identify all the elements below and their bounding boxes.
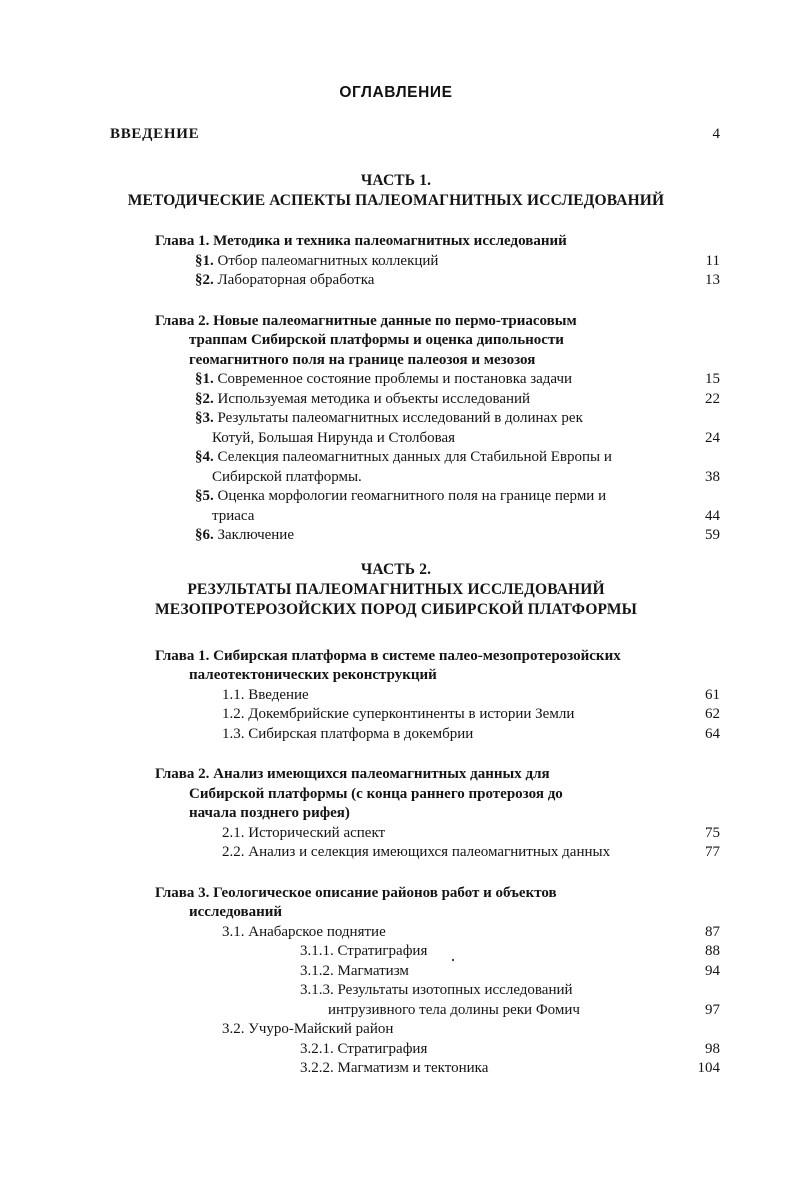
toc-entry-page: 44 — [705, 507, 720, 524]
toc-entry-page: 87 — [705, 923, 720, 940]
toc-entry-page: 11 — [705, 252, 720, 269]
chapter-heading-line-1: Глава 2. Новые палеомагнитные данные по пермо-триасовым — [155, 312, 577, 329]
section-text: Лабораторная обработка — [217, 272, 375, 288]
subsection-text: Исторический аспект — [248, 824, 386, 841]
part-title-line-2: МЕЗОПРОТЕРОЗОЙСКИХ ПОРОД СИБИРСКОЙ ПЛАТФОРМЫ — [154, 600, 638, 618]
toc-entry-p2c1-1[interactable] — [0, 686, 792, 706]
toc-entry-p2c1-3[interactable] — [0, 725, 792, 745]
chapter-heading-line-2: палеотектонических реконструкций — [189, 667, 437, 683]
toc-entry-p2c3-1[interactable] — [0, 923, 792, 943]
chapter-heading-line-3: начала позднего рифея) — [189, 805, 350, 821]
part-heading-1 — [0, 171, 792, 211]
part-number: ЧАСТЬ 2. — [360, 560, 432, 578]
subsubsection-number: 3.2.2. — [300, 1060, 334, 1076]
section-text: Селекция палеомагнитных данных для Стабильной Европы и — [217, 449, 612, 465]
section-text-cont: Котуй, Большая Нирунда и Столбовая — [212, 429, 456, 446]
subsection-text: Введение — [248, 686, 309, 703]
chapter-heading: Глава 1. Методика и техника палеомагнитных исследований — [155, 233, 567, 249]
section-number: §2. — [195, 272, 214, 288]
part-title-line-1: РЕЗУЛЬТАТЫ ПАЛЕОМАГНИТНЫХ ИССЛЕДОВАНИЙ — [187, 580, 605, 598]
section-number: §5. — [195, 488, 214, 504]
toc-chapter-1-1[interactable] — [0, 232, 792, 252]
section-text: Современное состояние проблемы и постановка задачи — [217, 371, 573, 387]
toc-entry-page: 77 — [705, 844, 720, 860]
section-text: Заключение — [217, 527, 294, 543]
toc-entry-p1c1-s2[interactable] — [0, 271, 792, 291]
section-text: Результаты палеомагнитных исследований в долинах рек — [217, 410, 583, 426]
toc-entry-p1c1-s1[interactable] — [0, 252, 792, 272]
part-heading-2 — [0, 560, 792, 620]
toc-entry-page: 4 — [712, 126, 720, 142]
section-text-cont: Сибирской платформы. — [212, 468, 362, 485]
subsubsection-text: Магматизм — [337, 962, 409, 979]
toc-entry-label: ВВЕДЕНИЕ — [110, 126, 200, 142]
chapter-heading-line-3: геомагнитного поля на границе палеозоя и мезозоя — [189, 351, 536, 368]
chapter-heading-line-1: Глава 3. Геологическое описание районов работ и объектов — [155, 884, 557, 901]
section-text: Используемая методика и объекты исследований — [217, 390, 531, 407]
toc-entry-introduction[interactable] — [0, 125, 792, 144]
spacer — [0, 144, 792, 171]
toc-entry-p2c2-2[interactable] — [0, 843, 792, 863]
section-number: §1. — [195, 252, 214, 269]
section-number: §1. — [195, 371, 214, 387]
toc-entry-p1c2-s4[interactable] — [0, 448, 792, 487]
table-of-contents — [0, 125, 792, 1079]
toc-entry-p2c1-2[interactable] — [0, 705, 792, 725]
toc-entry-page: 61 — [705, 686, 720, 703]
toc-entry-p2c3-1-2[interactable] — [0, 962, 792, 982]
subsection-number: 3.2. — [222, 1021, 245, 1037]
subsubsection-text: Магматизм и тектоника — [337, 1060, 489, 1076]
toc-entry-page: 97 — [705, 1001, 720, 1018]
subsubsection-number: 3.2.1. — [300, 1040, 334, 1057]
subsection-number: 3.1. — [222, 923, 245, 940]
subsubsection-number: 3.1.1. — [300, 943, 334, 959]
toc-entry-page: 94 — [705, 962, 720, 979]
subsection-text: Учуро-Майский район — [248, 1021, 394, 1037]
spacer — [0, 546, 792, 560]
toc-entry-page: 104 — [697, 1060, 720, 1076]
subsection-text: Анабарское поднятие — [248, 923, 386, 940]
part-title: МЕТОДИЧЕСКИЕ АСПЕКТЫ ПАЛЕОМАГНИТНЫХ ИССЛЕДОВАНИЙ — [127, 192, 665, 209]
section-number: §4. — [195, 449, 214, 465]
subsection-text: Докембрийские суперконтиненты в истории Земли — [248, 706, 575, 722]
subsubsection-text: Стратиграфия — [337, 943, 428, 959]
page-title: ОГЛАВЛЕНИЕ — [339, 84, 453, 101]
chapter-heading — [155, 884, 712, 923]
toc-entry-p2c2-1[interactable] — [0, 824, 792, 844]
toc-entry-p1c2-s6[interactable] — [0, 526, 792, 546]
spacer — [0, 291, 792, 312]
subsubsection-number: 3.1.2. — [300, 962, 334, 979]
toc-entry-page: 88 — [705, 943, 720, 959]
chapter-heading — [155, 765, 712, 824]
subsection-label — [222, 1020, 792, 1040]
subsection-number: 2.1. — [222, 824, 245, 841]
subsubsection-text-cont: интрузивного тела долины реки Фомич — [328, 1001, 580, 1018]
chapter-heading — [155, 647, 712, 686]
subsection-number: 1.2. — [222, 706, 245, 722]
chapter-heading — [155, 312, 712, 371]
toc-entry-page: 62 — [705, 706, 720, 722]
subsection-number: 1.3. — [222, 725, 245, 742]
toc-entry-p1c2-s3[interactable] — [0, 409, 792, 448]
toc-entry-page: 15 — [705, 371, 720, 387]
chapter-heading-line-1: Глава 2. Анализ имеющихся палеомагнитных данных для — [155, 766, 550, 782]
toc-entry-p1c2-s1[interactable] — [0, 370, 792, 390]
subsection-text: Анализ и селекция имеющихся палеомагнитных данных — [248, 844, 611, 860]
chapter-heading-line-1: Глава 1. Сибирская платформа в системе палео-мезопротерозойских — [155, 647, 621, 664]
toc-entry-page: 64 — [705, 725, 720, 742]
toc-entry-p2c3-1-1[interactable] — [0, 942, 792, 962]
chapter-heading-line-2: Сибирской платформы (с конца раннего протерозоя до — [189, 785, 563, 802]
section-number: §2. — [195, 390, 214, 407]
subsubsection-text: Стратиграфия — [337, 1040, 428, 1057]
subsubsection-number: 3.1.3. — [300, 982, 334, 998]
section-number: §6. — [195, 527, 214, 543]
toc-chapter-1-2[interactable] — [0, 312, 792, 371]
scan-speck — [452, 959, 454, 961]
toc-entry-p2c3-2-1[interactable] — [0, 1040, 792, 1060]
spacer — [0, 620, 792, 647]
spacer — [0, 863, 792, 884]
toc-entry-page: 24 — [705, 429, 720, 446]
section-text: Отбор палеомагнитных коллекций — [217, 252, 439, 269]
toc-entry-page: 22 — [705, 390, 720, 407]
toc-entry-p2c3-2[interactable] — [0, 1020, 792, 1040]
subsubsection-text: Результаты изотопных исследований — [337, 982, 573, 998]
toc-entry-p1c2-s2[interactable] — [0, 390, 792, 410]
subsection-number: 1.1. — [222, 686, 245, 703]
toc-entry-page: 59 — [705, 527, 720, 543]
toc-chapter-2-3[interactable] — [0, 884, 792, 923]
section-text-cont: триаса — [212, 507, 255, 524]
toc-chapter-2-1[interactable] — [0, 647, 792, 686]
toc-entry-page: 98 — [705, 1040, 720, 1057]
spacer — [0, 211, 792, 232]
toc-entry-p1c2-s5[interactable] — [0, 487, 792, 526]
chapter-heading-line-2: исследований — [189, 904, 283, 920]
subsection-number: 2.2. — [222, 844, 245, 860]
section-number: §3. — [195, 410, 214, 426]
subsection-text: Сибирская платформа в докембрии — [248, 725, 474, 742]
toc-entry-page: 13 — [705, 272, 720, 288]
section-text: Оценка морфологии геомагнитного поля на границе перми и — [217, 488, 607, 504]
toc-entry-p2c3-1-3[interactable] — [0, 981, 792, 1020]
chapter-heading-line-2: траппам Сибирской платформы и оценка дипольности — [189, 332, 564, 348]
toc-entry-page: 38 — [705, 468, 720, 485]
spacer — [0, 744, 792, 765]
part-number: ЧАСТЬ 1. — [360, 172, 432, 189]
toc-entry-page: 75 — [705, 824, 720, 841]
toc-chapter-2-2[interactable] — [0, 765, 792, 824]
toc-entry-p2c3-2-2[interactable] — [0, 1059, 792, 1079]
